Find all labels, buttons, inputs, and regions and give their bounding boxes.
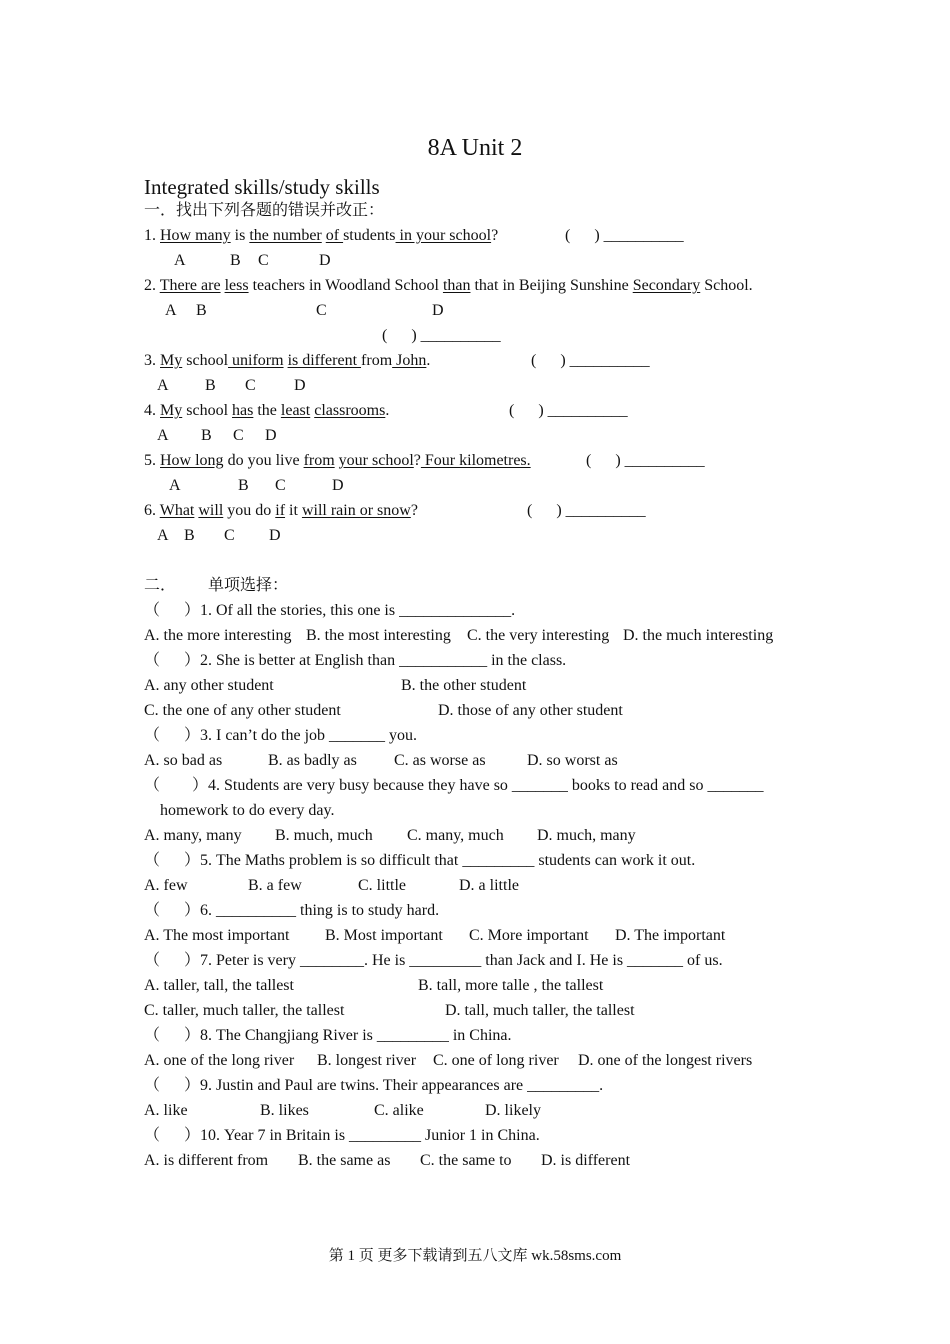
question-text: from [361,352,393,369]
mc-option[interactable]: A. so bad as [144,752,223,769]
mc-option[interactable]: C. taller, much taller, the tallest [144,1002,345,1019]
underlined-part: your school [338,452,414,469]
mc-option[interactable]: A. is different from [144,1152,269,1169]
question-text: ? [491,227,499,244]
underlined-part: will [198,502,224,519]
underlined-part: from [303,452,335,469]
question-text: that in Beijing Sunshine [470,277,633,294]
underlined-part: How long [160,452,224,469]
page-title: 8A Unit 2 [427,135,523,161]
mc-option[interactable]: A. taller, tall, the tallest [144,977,294,994]
mc-option[interactable]: C. as worse as [394,752,486,769]
question-text: do you live [223,452,304,469]
mc-option[interactable]: B. the other student [401,677,527,694]
option-letter: D [319,252,331,269]
option-letter: D [265,427,277,444]
error-question [144,226,498,246]
mc-option[interactable]: D. one of the longest rivers [578,1052,753,1069]
mc-option[interactable]: A. any other student [144,677,274,694]
mc-option[interactable]: D. is different [541,1152,631,1169]
underlined-part: than [442,277,471,294]
answer-blank[interactable]: ( ) __________ [509,402,628,419]
question-text: you do [223,502,276,519]
mc-option[interactable]: C. many, much [407,827,504,844]
underlined-part: uniform [228,352,284,369]
mc-question: （ ）8. The Changjiang River is _________ in China. [144,1027,512,1044]
underlined-part: There are [159,277,221,294]
option-letter: C [233,427,244,444]
underlined-part: if [275,502,286,519]
underlined-part: What [159,502,195,519]
option-letter: D [332,477,344,494]
question-text: school [182,402,233,419]
mc-option[interactable]: B. the most interesting [306,627,451,644]
question-text: 5. [144,452,160,469]
error-question [144,501,418,521]
question-text: school [182,352,229,369]
option-letter: A [157,527,169,544]
underlined-part: least [280,402,311,419]
option-letter: A [157,377,169,394]
option-letter: D [269,527,281,544]
option-letter: B [230,252,241,269]
question-text: 1. [144,227,160,244]
option-letter: B [196,302,207,319]
option-letter: B [238,477,249,494]
mc-option[interactable]: C. the one of any other student [144,702,341,719]
underlined-part: How many [160,227,231,244]
mc-option[interactable]: A. many, many [144,827,242,844]
option-letter: A [174,252,186,269]
question-text: 2. [144,277,160,294]
option-letter: A [165,302,177,319]
question-text: is [230,227,250,244]
mc-option[interactable]: C. More important [469,927,589,944]
mc-option[interactable]: C. one of long river [433,1052,559,1069]
error-question [144,276,753,296]
mc-option[interactable]: C. little [358,877,406,894]
mc-question: （ ）9. Justin and Paul are twins. Their appearances are _________. [144,1077,604,1094]
underlined-part: classrooms [314,402,386,419]
underlined-part: of [325,227,344,244]
question-text: School. [700,277,753,294]
question-text: ? [410,502,418,519]
mc-option[interactable]: A. like [144,1102,188,1119]
option-letter: C [258,252,269,269]
mc-option[interactable]: B. much, much [275,827,373,844]
mc-question: （ ）3. I can’t do the job _______ you. [144,727,418,744]
option-letter: A [157,427,169,444]
underlined-part: My [160,352,183,369]
error-question [144,451,531,471]
underlined-part: less [224,277,249,294]
option-letter: C [224,527,235,544]
question-text: 3. [144,352,160,369]
mc-question: （ ）10. Year 7 in Britain is _________ Junior 1 in China. [144,1127,540,1144]
underlined-part: John [392,352,427,369]
option-letter: C [245,377,256,394]
mc-question: （ ）4. Students are very busy because they have so _______ books to read and so _______ [144,777,764,794]
question-text: the [253,402,281,419]
option-letter: C [316,302,327,319]
mc-option[interactable]: D. those of any other student [438,702,623,719]
option-letter: B [201,427,212,444]
question-text: . [426,352,431,369]
question-text: 4. [144,402,160,419]
mc-question-continued: homework to do every day. [160,802,335,819]
option-letter: C [275,477,286,494]
option-letter: D [432,302,444,319]
section2-heading: 二． 单项选择： [144,577,289,594]
mc-option[interactable]: D. tall, much taller, the tallest [445,1002,635,1019]
question-text: 6. [144,502,160,519]
question-text: ? [413,452,421,469]
mc-option[interactable]: B. a few [248,877,302,894]
page-footer: 第 1 页 更多下载请到五八文库 wk.58sms.com [328,1248,622,1264]
answer-blank[interactable]: ( ) __________ [382,327,501,344]
mc-option[interactable]: C. the same to [420,1152,512,1169]
mc-option[interactable]: D. The important [615,927,726,944]
underlined-part: Secondary [632,277,701,294]
mc-question: （ ）7. Peter is very ________. He is _________ than Jack and I. He is _______ of us. [144,952,723,969]
mc-question: （ ）1. Of all the stories, this one is ______________. [144,602,516,619]
question-text: . [385,402,390,419]
option-letter: B [205,377,216,394]
mc-option[interactable]: B. longest river [317,1052,417,1069]
mc-option[interactable]: A. one of the long river [144,1052,295,1069]
mc-option[interactable]: B. as badly as [268,752,357,769]
mc-option[interactable]: D. a little [459,877,519,894]
question-text: it [285,502,302,519]
mc-option[interactable]: A. few [144,877,188,894]
option-letter: A [169,477,181,494]
mc-option[interactable]: B. likes [260,1102,309,1119]
underlined-part: has [232,402,254,419]
answer-blank[interactable]: ( ) __________ [586,452,705,469]
mc-option[interactable]: B. Most important [325,927,443,944]
mc-option[interactable]: A. the more interesting [144,627,292,644]
answer-blank[interactable]: ( ) __________ [565,227,684,244]
underlined-part: is different [287,352,362,369]
question-text: teachers in Woodland School [248,277,443,294]
question-text: students [343,227,396,244]
mc-option[interactable]: D. much, many [537,827,636,844]
option-letter: D [294,377,306,394]
mc-question: （ ）6. __________ thing is to study hard. [144,902,440,919]
page-subtitle: Integrated skills/study skills [144,175,380,199]
mc-question: （ ）5. The Maths problem is so difficult that _________ students can work it out. [144,852,696,869]
answer-blank[interactable]: ( ) __________ [531,352,650,369]
error-question [144,401,389,421]
section1-heading: 一．找出下列各题的错误并改正： [144,202,385,219]
mc-option[interactable]: B. the same as [298,1152,391,1169]
mc-option[interactable]: C. alike [374,1102,424,1119]
mc-option[interactable]: A. The most important [144,927,290,944]
option-letter: B [184,527,195,544]
mc-option[interactable]: C. the very interesting [467,627,610,644]
mc-option[interactable]: B. tall, more talle , the tallest [418,977,604,994]
mc-option[interactable]: D. the much interesting [623,627,774,644]
underlined-part: in your school [395,227,492,244]
underlined-part: will rain or snow [301,502,411,519]
mc-option[interactable]: D. likely [485,1102,541,1119]
mc-option[interactable]: D. so worst as [527,752,618,769]
underlined-part: My [160,402,183,419]
underlined-part: Four kilometres. [420,452,531,469]
error-question [144,351,430,371]
mc-question: （ ）2. She is better at English than ___________ in the class. [144,652,567,669]
underlined-part: the number [249,227,322,244]
answer-blank[interactable]: ( ) __________ [527,502,646,519]
